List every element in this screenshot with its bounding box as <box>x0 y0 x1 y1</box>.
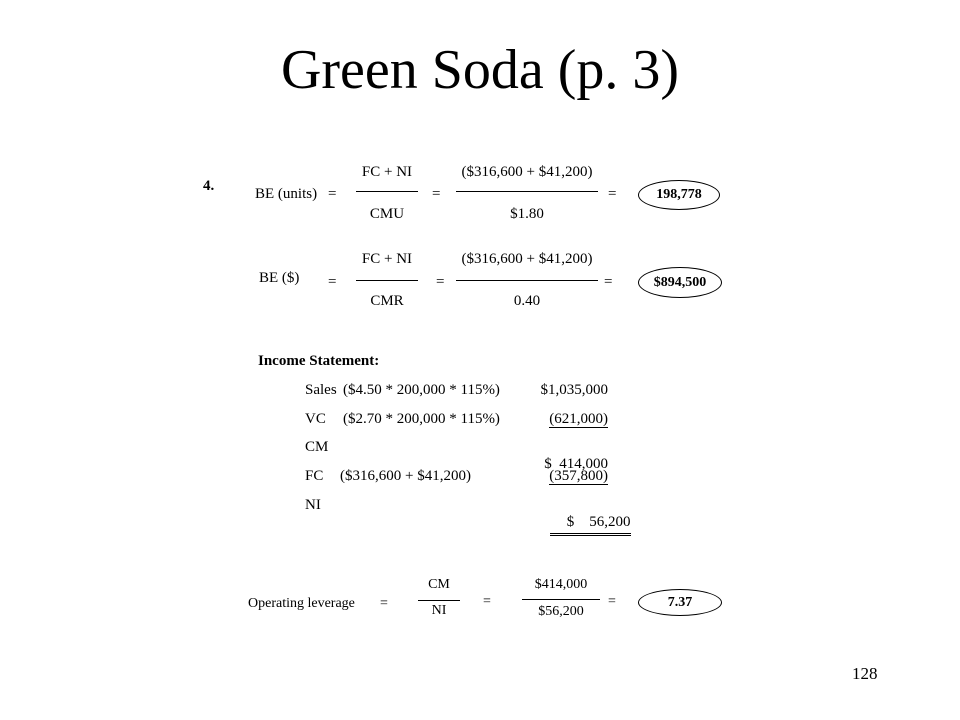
equals-sign: = <box>608 594 616 609</box>
row-amount: (357,800) <box>549 468 608 484</box>
denominator: CMU <box>369 206 405 222</box>
row-label: VC <box>305 411 326 427</box>
numerator: FC + NI <box>361 251 413 267</box>
equals-sign: = <box>380 596 388 611</box>
result-value: 198,778 <box>656 187 702 202</box>
result-oval <box>638 267 722 298</box>
slide-title: Green Soda (p. 3) <box>280 39 680 101</box>
row-label: CM <box>305 439 329 455</box>
row-detail: ($316,600 + $41,200) <box>340 468 471 484</box>
equals-sign: = <box>483 594 491 609</box>
equals-sign: = <box>328 274 337 290</box>
result-value: $894,500 <box>653 274 707 290</box>
page-number: 128 <box>852 664 878 683</box>
row-amount: (621,000) <box>549 411 608 427</box>
row-amount: $ 56,200 <box>527 497 608 553</box>
fraction-bar <box>456 280 598 281</box>
part-label: 4. <box>203 178 215 194</box>
row-label: FC <box>305 468 324 484</box>
row-label: Sales <box>305 382 337 398</box>
result-oval <box>638 180 720 210</box>
income-statement-heading: Income Statement: <box>258 353 380 369</box>
fraction-bar <box>522 599 600 600</box>
fraction-bar <box>418 600 460 601</box>
denominator: NI <box>431 603 447 618</box>
result-value: 7.37 <box>667 594 693 610</box>
denominator: $1.80 <box>510 206 544 222</box>
be-units-label: BE (units) <box>255 186 318 202</box>
row-label: NI <box>305 497 321 513</box>
numerator: FC + NI <box>361 164 413 180</box>
row-amount: $1,035,000 <box>540 382 608 398</box>
fraction-bar <box>356 191 418 192</box>
operating-leverage-label: Operating leverage <box>248 596 355 611</box>
numerator: ($316,600 + $41,200) <box>461 251 593 267</box>
be-dollars-label: BE ($) <box>259 270 300 286</box>
denominator: CMR <box>370 293 404 309</box>
equals-sign: = <box>608 186 617 202</box>
equals-sign: = <box>436 274 445 290</box>
equals-sign: = <box>328 186 337 202</box>
row-amount: $ 414,000 <box>544 456 608 472</box>
row-detail: ($2.70 * 200,000 * 115%) <box>343 411 500 427</box>
fraction-bar <box>456 191 598 192</box>
equals-sign: = <box>604 274 613 290</box>
numerator: $414,000 <box>534 577 588 592</box>
fraction-bar <box>356 280 418 281</box>
numerator: CM <box>428 577 450 592</box>
denominator: $56,200 <box>538 604 584 619</box>
equals-sign: = <box>432 186 441 202</box>
result-oval <box>638 589 722 616</box>
row-detail: ($4.50 * 200,000 * 115%) <box>343 382 500 398</box>
numerator: ($316,600 + $41,200) <box>461 164 593 180</box>
denominator: 0.40 <box>513 293 541 309</box>
